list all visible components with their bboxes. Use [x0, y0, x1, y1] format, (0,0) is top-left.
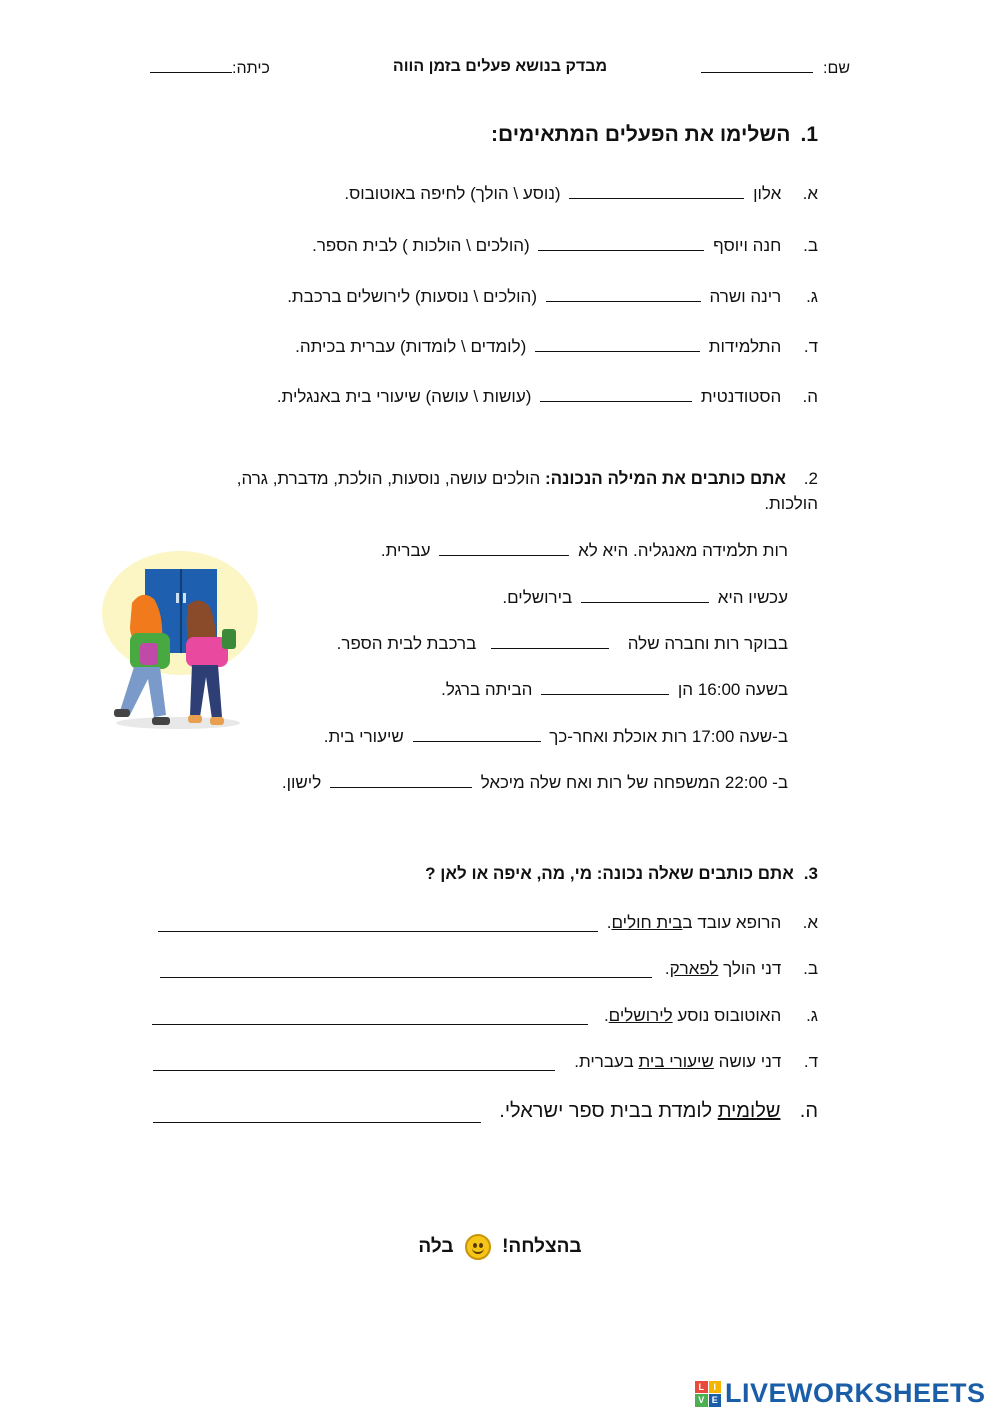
section1-item [277, 386, 818, 408]
section2-instructions [178, 466, 818, 516]
answer-blank[interactable] [330, 773, 472, 788]
item-text: הרופא עובד ב [682, 913, 782, 932]
section1-item [344, 183, 818, 205]
success-text: בהצלחה! [502, 1236, 582, 1258]
sentence-start: רות תלמידה מאנגליה. היא לא [578, 541, 788, 560]
story-sentence [337, 633, 788, 655]
item-end: . [603, 1006, 609, 1025]
item-letter: ה. [799, 1100, 818, 1122]
item-subject: חנה ויוסף [713, 236, 782, 255]
answer-blank[interactable] [413, 727, 541, 742]
answer-blank[interactable] [439, 541, 569, 556]
liveworksheets-logo-icon: L I V E [695, 1381, 721, 1407]
footer-message [0, 1234, 1000, 1260]
sentence-end: הביתה ברגל. [441, 680, 533, 699]
sentence-start: בבוקר רות וחברה שלה [627, 634, 788, 653]
item-rest: (הולכים \ הולכות ) לבית הספר. [312, 236, 530, 255]
item-text: האוטובוס נוסע [672, 1006, 782, 1025]
item-letter: ב. [803, 959, 818, 978]
item-letter: ג. [806, 287, 818, 306]
sentence-end: בירושלים. [502, 588, 573, 607]
underlined-answer: בית חולים [611, 913, 683, 932]
section1-item [295, 336, 818, 358]
item-end: . [606, 913, 612, 932]
question-answer-line[interactable] [153, 1106, 481, 1123]
item-letter: א. [802, 184, 818, 203]
answer-blank[interactable] [541, 680, 669, 695]
liveworksheets-brand [695, 1378, 986, 1409]
answer-blank[interactable] [546, 287, 701, 302]
name-label: שם: [823, 60, 850, 77]
item-end: . [664, 959, 670, 978]
girls-illustration [100, 533, 260, 733]
item-text: לומדת בבית ספר ישראלי. [499, 1100, 718, 1122]
section3-title-text: אתם כותבים שאלה נכונה: מי, מה, איפה או לאן ? [425, 864, 794, 883]
question-item [574, 1051, 818, 1073]
answer-blank[interactable] [569, 184, 744, 199]
item-letter: ד. [803, 337, 818, 356]
story-sentence [381, 540, 788, 562]
question-answer-line[interactable] [160, 963, 652, 978]
sentence-end: עברית. [380, 541, 431, 560]
question-item [665, 958, 818, 980]
item-letter: ב. [803, 236, 818, 255]
section1-number: 1. [800, 123, 818, 146]
item-text: דני הולך [718, 959, 782, 978]
author-name: בלה [418, 1236, 454, 1258]
question-item [604, 1005, 818, 1027]
question-answer-line[interactable] [158, 917, 598, 932]
class-label: כיתה: [232, 60, 270, 77]
item-letter: ה. [802, 387, 818, 406]
section2-title: אתם כותבים את המילה הנכונה: [544, 469, 786, 488]
item-subject: הסטודנטית [700, 387, 782, 406]
section3-title [425, 864, 818, 884]
question-item [607, 912, 818, 934]
item-rest: (הולכים \ נוסעות) לירושלים ברכבת. [287, 287, 537, 306]
worksheet-title: מבדק בנושא פעלים בזמן הווה [392, 58, 608, 75]
brand-text: LIVEWORKSHEETS [725, 1378, 986, 1408]
answer-blank[interactable] [535, 337, 700, 352]
story-sentence [441, 679, 788, 701]
item-subject: אלון [753, 184, 782, 203]
answer-blank[interactable] [540, 387, 692, 402]
item-rest: (נוסע \ הולך) לחיפה באוטובוס. [344, 184, 561, 203]
sentence-start: בשעה 16:00 הן [677, 680, 788, 699]
story-sentence [282, 772, 788, 794]
section1-item [287, 286, 818, 308]
word-bank: הולכים עושה, נוסעות, הולכת, מדברת, גרה, [236, 469, 541, 488]
underlined-answer: שלומית [717, 1100, 781, 1122]
sentence-end: שיעורי בית. [323, 727, 404, 746]
question-answer-line[interactable] [152, 1010, 588, 1025]
sentence-start: ב- 22:00 המשפחה של רות ואח שלה מיכאל [480, 773, 788, 792]
question-answer-line[interactable] [153, 1056, 555, 1071]
sentence-start: ב-שעה 17:00 רות אוכלת ואחר-כך [549, 727, 788, 746]
class-field [150, 58, 270, 78]
section1-title-text: השלימו את הפעלים המתאימים: [491, 123, 791, 146]
class-blank[interactable] [150, 58, 232, 73]
underlined-answer: לירושלים [608, 1006, 673, 1025]
answer-blank[interactable] [581, 588, 709, 603]
item-letter: ד. [803, 1052, 818, 1071]
sentence-end: ברכבת לבית הספר. [336, 634, 477, 653]
item-letter: א. [802, 913, 818, 932]
section2-number: 2. [803, 469, 818, 488]
smiley-icon [465, 1234, 491, 1260]
item-subject: התלמידות [708, 337, 782, 356]
item-rest: (עושות \ עושה) שיעורי בית באנגלית. [276, 387, 532, 406]
item-text: דני עושה [713, 1052, 782, 1071]
item-end: בעברית. [574, 1052, 639, 1071]
underlined-answer: שיעורי בית [638, 1052, 714, 1071]
item-letter: ג. [806, 1006, 818, 1025]
story-sentence [502, 587, 788, 609]
section1-item [312, 235, 818, 257]
section3-number: 3. [803, 864, 818, 883]
section1-title [491, 123, 818, 147]
item-subject: רינה ושרה [709, 287, 782, 306]
question-item [499, 1098, 818, 1124]
word-bank-cont: הולכות. [764, 494, 818, 513]
sentence-start: עכשיו היא [717, 588, 788, 607]
answer-blank[interactable] [491, 634, 609, 649]
sentence-end: לישון. [281, 773, 322, 792]
answer-blank[interactable] [538, 236, 704, 251]
story-sentence [324, 726, 788, 748]
underlined-answer: לפארק [669, 959, 719, 978]
item-rest: (לומדים \ לומדות) עברית בכיתה. [295, 337, 527, 356]
